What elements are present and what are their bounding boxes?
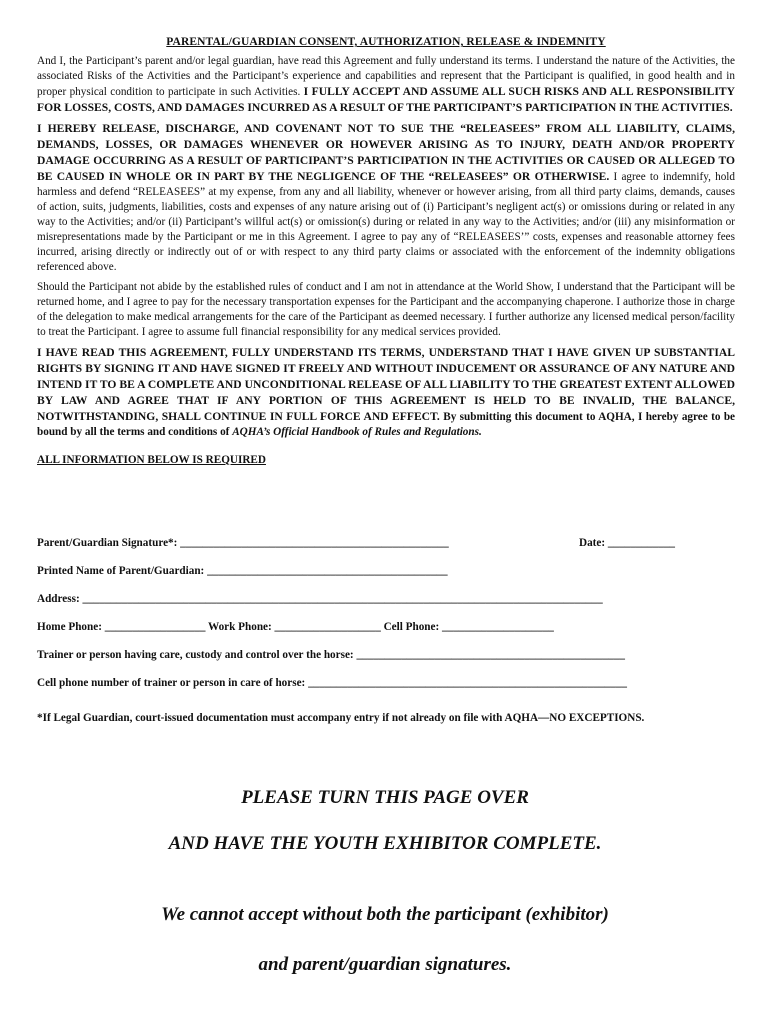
paragraph-release: [37, 121, 735, 275]
conduct-text: Should the Participant not abide by the established rules of conduct and I am not in attendance at the World Show, I understand that the Participant will be returned home, and I agree to pay for the necessary transportation expenses for the Participant and the accompanying chaperone. I authorize those in charge of the delegation to make medical arrangements for the care of the Participant as deemed necessary. I further authorize any licensed medical person/facility to treat the Participant. I agree to assume full financial responsibility for any medical services provided.: [37, 281, 735, 338]
acceptance-bold-text: I FULLY ACCEPT AND ASSUME ALL SUCH RISKS AND ALL RESPONSIBILITY FOR LOSSES, COSTS, AND DAMAGES INCURRED AS A RESULT OF THE PARTICIPANT’S PARTICIPATION IN THE ACTIVITIES.: [37, 85, 735, 114]
youth-complete-line: AND HAVE THE YOUTH EXHIBITOR COMPLETE.: [168, 833, 602, 854]
acceptance-text: And I, the Participant’s parent and/or legal guardian, have read this Agreement and fully understand its terms. I understand the nature of the Activities, the associated Risks of the Activities and the Participant’s experience and capabilities and represent that the Participant is qualified, in good health and in proper physical condition to participate in such Activities.: [37, 55, 735, 98]
date-field[interactable]: Date: ____________: [579, 537, 676, 549]
signature-field[interactable]: Parent/Guardian Signature*: ________________________________________________: [37, 537, 449, 549]
agreement-bold-text: I HAVE READ THIS AGREEMENT, FULLY UNDERSTAND ITS TERMS, UNDERSTAND THAT I HAVE GIVEN UP SUBSTANTIAL RIGHTS BY SIGNING IT AND HAVE SIGNED IT FREELY AND WITHOUT INDUCEMENT OR ASSURANCE OF ANY NATURE AND INTEND IT TO BE A COMPLETE AND UNCONDITIONAL RELEASE OF ALL LIABILITY TO THE GREATEST EXTENT ALLOWED BY LAW AND AGREE THAT IF ANY PORTION OF THIS AGREEMENT IS HELD TO BE INVALID, THE BALANCE, NOTWITHSTANDING, SHALL CONTINUE IN FULL FORCE AND EFFECT.: [37, 346, 735, 423]
signatures-required-line: We cannot accept without both the participant (exhibitor): [161, 904, 609, 925]
phone-fields[interactable]: Home Phone: __________________ Work Phone: ___________________ Cell Phone: ____________________: [37, 621, 554, 633]
printed-name-field[interactable]: Printed Name of Parent/Guardian: ___________________________________________: [37, 565, 448, 577]
trainer-cell-field[interactable]: Cell phone number of trainer or person in care of horse: _________________________________________________________: [37, 677, 627, 689]
signatures-required-line-2: and parent/guardian signatures.: [258, 954, 512, 975]
indemnity-text: I agree to indemnify, hold harmless and defend “RELEASEES” at my expense, from any and all liability, whenever or however arising, from all third party claims, demands, causes of action, suits, judgments, liabilities, costs and expenses of any nature arising out of (i) Participant’s negligent act(s) or omissions during or related in any way to the Activities; and/or (ii) Participant’s willful act(s) or omission(s) during or related in any way to the Activities; and/or (iii) any misinformation or misrepresentations made by the Participant or me in this Agreement. I agree to pay any of “RELEASEES’” costs, expenses and reasonable attorney fees incurred, arising directly or indirectly out of or with respect to any third party claims or associated with the enforcement of the indemnity obligations referenced above.: [37, 171, 736, 273]
agreement-tail-text: By submitting this document to AQHA, I hereby agree to be bound by all the terms and conditions of: [37, 411, 736, 438]
paragraph-acceptance: [37, 54, 735, 116]
required-info-heading: ALL INFORMATION BELOW IS REQUIRED: [37, 454, 266, 466]
paragraph-agreement: [37, 345, 735, 440]
paragraph-conduct: [37, 280, 735, 340]
form-title: PARENTAL/GUARDIAN CONSENT, AUTHORIZATION, RELEASE & INDEMNITY: [166, 36, 606, 48]
handbook-reference: AQHA’s Official Handbook of Rules and Regulations.: [232, 426, 482, 438]
legal-guardian-note: *If Legal Guardian, court-issued documentation must accompany entry if not already on file with AQHA—NO EXCEPTIONS.: [37, 712, 645, 724]
turn-page-line: PLEASE TURN THIS PAGE OVER: [241, 787, 529, 808]
trainer-field[interactable]: Trainer or person having care, custody and control over the horse: ________________________________________________: [37, 649, 625, 661]
address-field[interactable]: Address: _____________________________________________________________________________________________: [37, 593, 603, 605]
release-bold-text: I HEREBY RELEASE, DISCHARGE, AND COVENANT NOT TO SUE THE “RELEASEES” FROM ALL LIABILITY, CLAIMS, DEMANDS, LOSSES, OR DAMAGES WHENEVER OR HOWEVER ARISING AS TO INJURY, DEATH AND/OR PROPERTY DAMAGE OCCURRING AS A RESULT OF PARTICIPANT’S PARTICIPATION IN THE ACTIVITIES OR CAUSED OR ALLEGED TO BE CAUSED IN WHOLE OR IN PART BY THE NEGLIGENCE OF THE “RELEASEES” OR OTHERWISE.: [37, 122, 735, 183]
consent-form: [37, 36, 735, 466]
